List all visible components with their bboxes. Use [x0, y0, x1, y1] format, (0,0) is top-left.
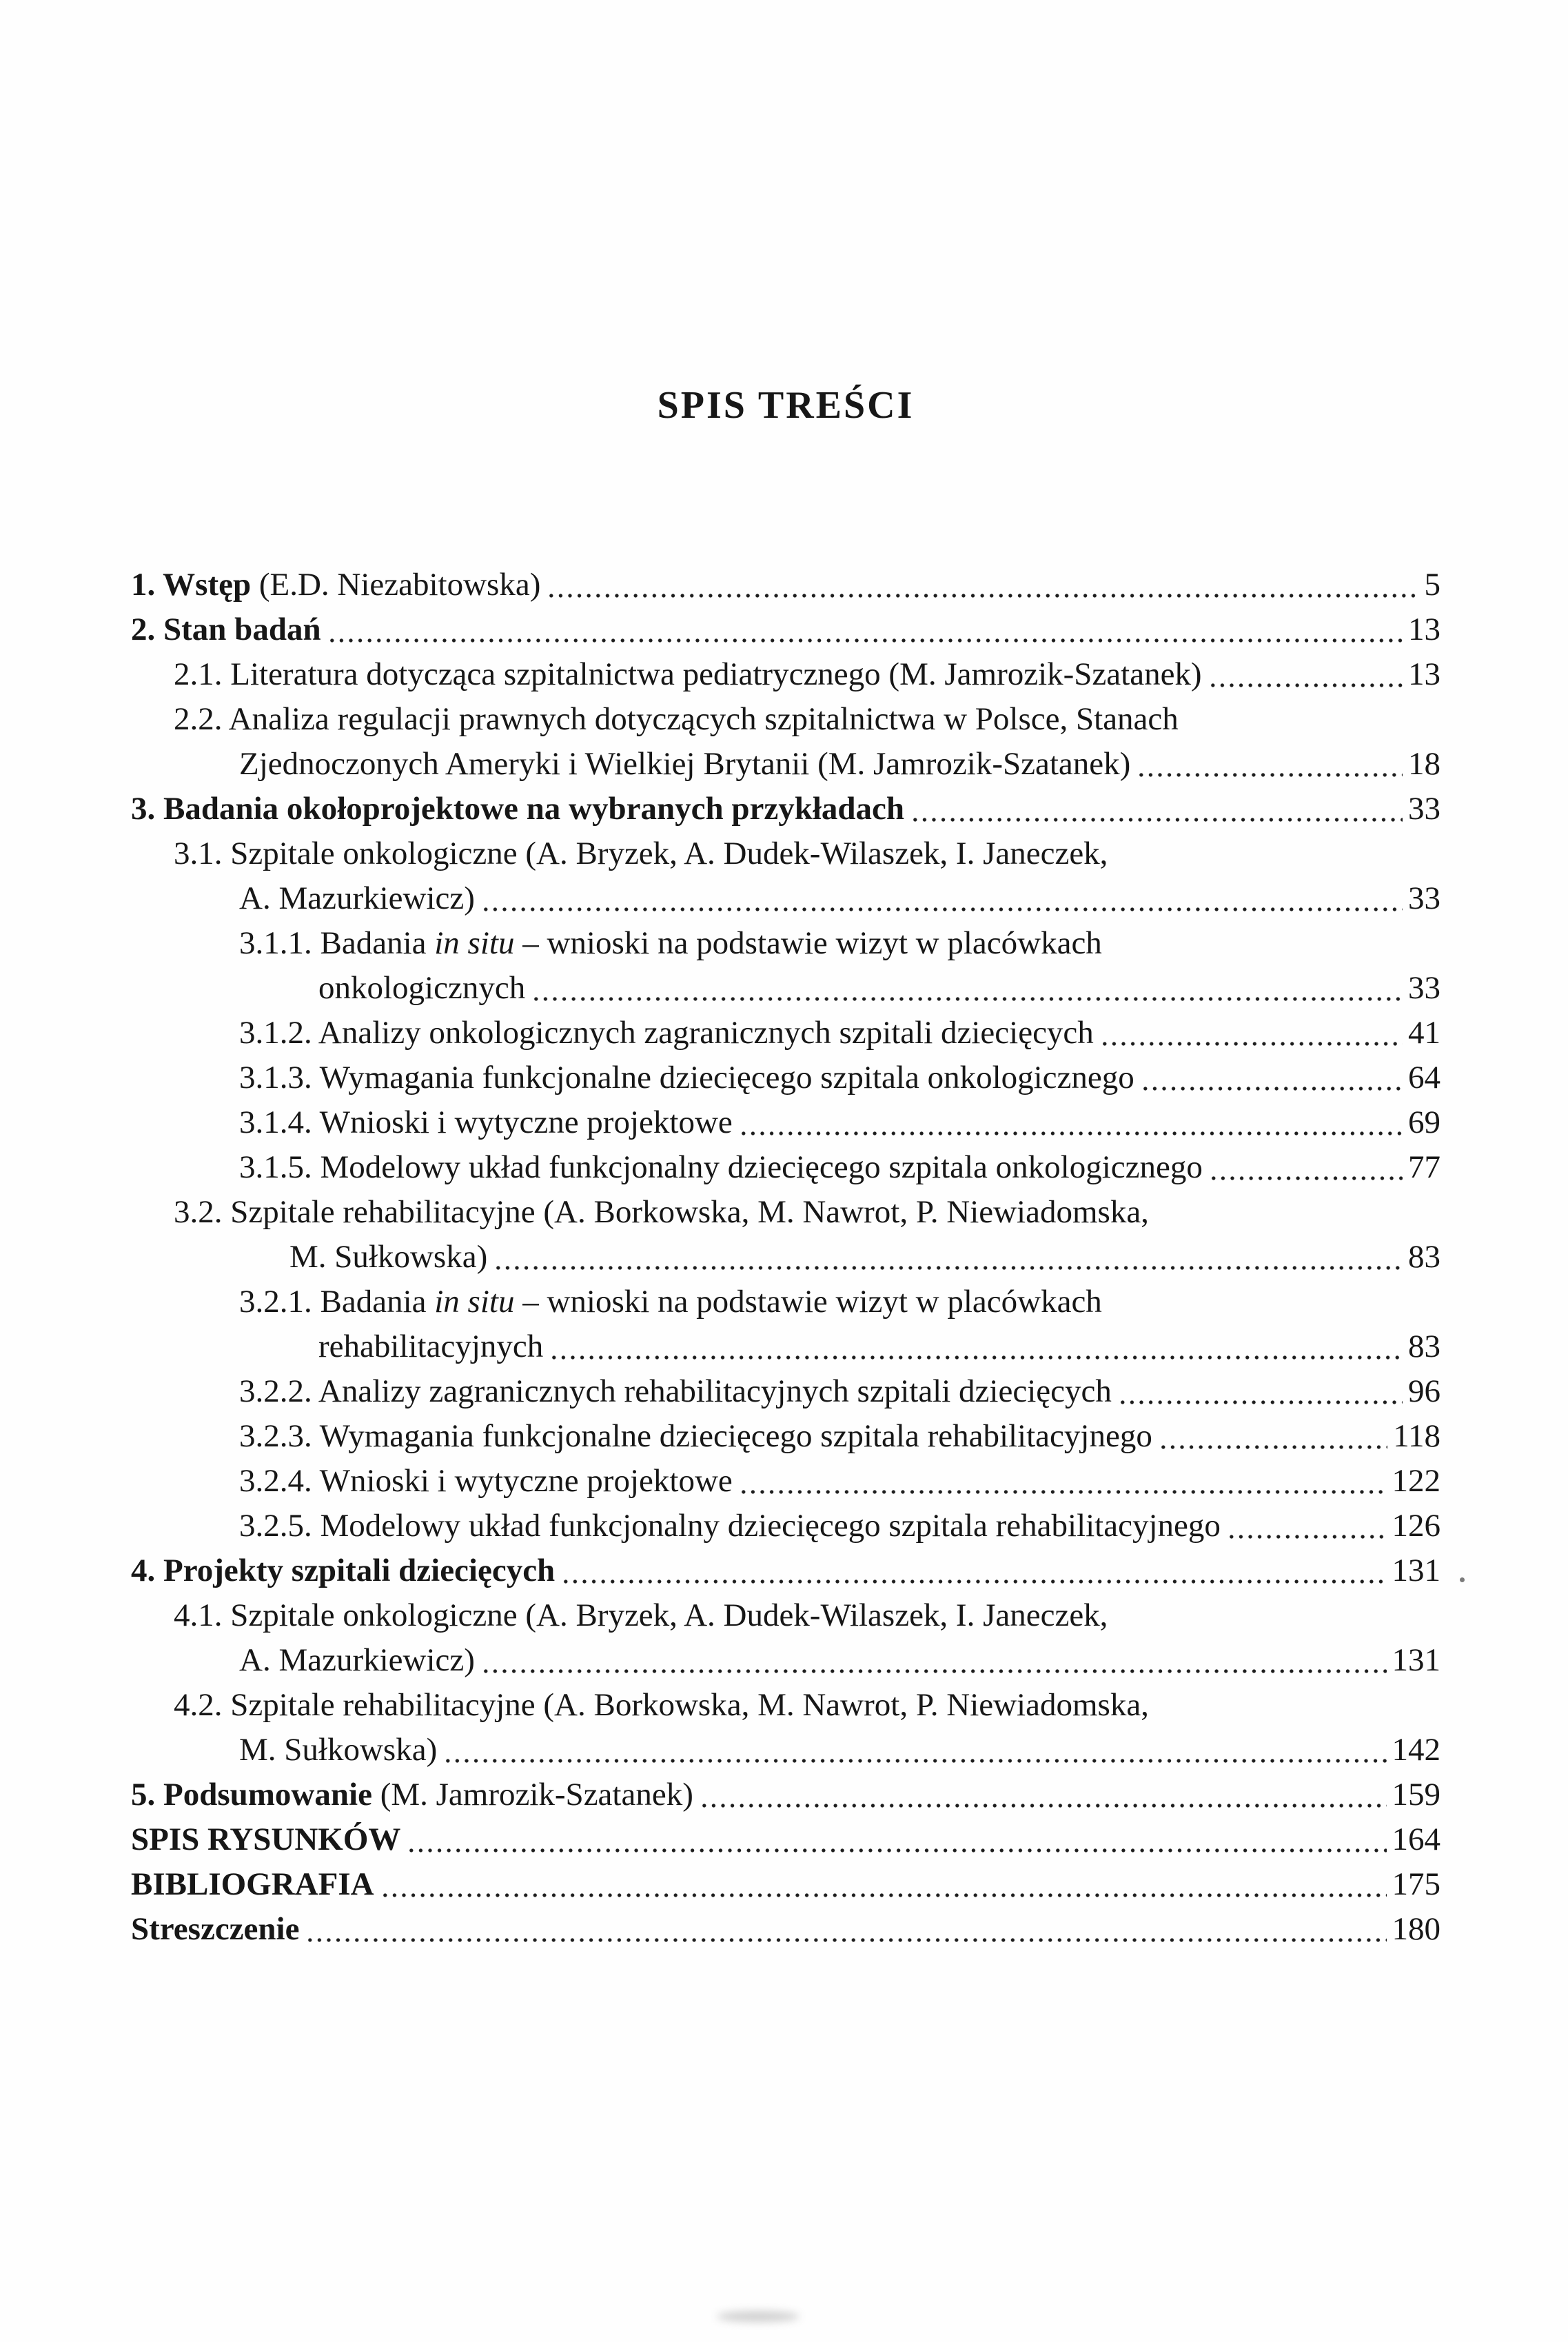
page-content [131, 0, 1440, 1952]
page-number: 33 [1408, 970, 1440, 1006]
dot-leader [443, 1728, 1386, 1773]
toc-line [131, 1280, 1440, 1324]
toc-entry [131, 1593, 1440, 1683]
toc-line [131, 697, 1440, 742]
toc-entry-text: SPIS RYSUNKÓW [131, 1821, 401, 1857]
toc-line [131, 1235, 1440, 1280]
scan-speck [1460, 1577, 1465, 1582]
toc-line [131, 1100, 1440, 1145]
toc-entry-text: 3.2. Szpitale rehabilitacyjne (A. Borkowska, M. Nawrot, P. Niewiadomska, [174, 1194, 1149, 1230]
dot-leader [1118, 1369, 1403, 1414]
page-number: 131 [1392, 1642, 1440, 1678]
toc-entry [131, 1414, 1440, 1459]
toc-line [131, 1683, 1440, 1728]
toc-entry [131, 1862, 1440, 1907]
page-number: 126 [1392, 1508, 1440, 1544]
page-number: 33 [1408, 791, 1440, 827]
dot-leader [1100, 1011, 1403, 1056]
toc-entry [131, 607, 1440, 652]
toc-entry-text: 4. Projekty szpitali dziecięcych [131, 1553, 556, 1588]
toc-line [131, 1638, 1440, 1683]
toc-entry [131, 652, 1440, 697]
dot-leader [305, 1907, 1386, 1952]
page-number: 122 [1392, 1463, 1440, 1499]
dot-leader [481, 1638, 1387, 1683]
toc-line [131, 1728, 1440, 1773]
toc-line [131, 1907, 1440, 1952]
toc-entry-text: 3.2.1. Badania in situ – wnioski na podstawie wizyt w placówkach [239, 1284, 1102, 1320]
toc-entry [131, 1369, 1440, 1414]
page-number: 83 [1408, 1239, 1440, 1275]
toc-entry-text: 3.1.3. Wymagania funkcjonalne dziecięcego szpitala onkologicznego [239, 1060, 1134, 1096]
page-number: 142 [1392, 1732, 1440, 1768]
page-number: 77 [1408, 1149, 1440, 1185]
dot-leader [739, 1100, 1403, 1145]
toc-line [131, 1011, 1440, 1056]
toc-line [131, 1593, 1440, 1638]
toc-entry-text: 3. Badania okołoprojektowe na wybranych przykładach [131, 791, 905, 827]
dot-leader [1227, 1504, 1387, 1548]
toc-entry-text: 3.1.1. Badania in situ – wnioski na podstawie wizyt w placówkach [239, 925, 1102, 961]
toc-entry [131, 1145, 1440, 1190]
dot-leader [561, 1548, 1386, 1593]
toc-line [131, 563, 1440, 607]
page-number: 159 [1392, 1777, 1440, 1813]
toc-entry [131, 1504, 1440, 1548]
toc-line [131, 1324, 1440, 1369]
toc-line [131, 1817, 1440, 1862]
page-number: 164 [1392, 1821, 1440, 1857]
toc-entry-text: 4.2. Szpitale rehabilitacyjne (A. Borkowska, M. Nawrot, P. Niewiadomska, [174, 1687, 1149, 1723]
toc-line [131, 1190, 1440, 1235]
dot-leader [481, 876, 1403, 921]
toc-entry-text: Zjednoczonych Ameryki i Wielkiej Brytanii (M. Jamrozik-Szatanek) [239, 746, 1131, 782]
toc-entry-text: 3.2.3. Wymagania funkcjonalne dziecięcego szpitala rehabilitacyjnego [239, 1418, 1152, 1454]
toc-entry [131, 1100, 1440, 1145]
toc-entry-text: 3.1. Szpitale onkologiczne (A. Bryzek, A. Dudek-Wilaszek, I. Janeczek, [174, 836, 1108, 871]
dot-leader [380, 1862, 1387, 1907]
page-number: 118 [1393, 1418, 1440, 1454]
toc-line [131, 787, 1440, 831]
page-number: 131 [1392, 1553, 1440, 1588]
toc-list [131, 563, 1440, 1952]
dot-leader [327, 607, 1403, 652]
toc-entry [131, 1190, 1440, 1280]
toc-line [131, 1459, 1440, 1504]
toc-entry [131, 1817, 1440, 1862]
page-number: 96 [1408, 1373, 1440, 1409]
toc-entry-text: M. Sułkowska) [239, 1732, 438, 1768]
page-number: 13 [1408, 656, 1440, 692]
page-number: 83 [1408, 1329, 1440, 1364]
toc-entry-text: BIBLIOGRAFIA [131, 1866, 374, 1902]
toc-line [131, 831, 1440, 876]
toc-entry [131, 1056, 1440, 1100]
toc-entry-text: A. Mazurkiewicz) [239, 880, 475, 916]
dot-leader [1141, 1056, 1403, 1100]
toc-entry-text: 3.2.5. Modelowy układ funkcjonalny dziecięcego szpitala rehabilitacyjnego [239, 1508, 1221, 1544]
toc-line [131, 1548, 1440, 1593]
toc-entry-text: onkologicznych [318, 970, 526, 1006]
toc-entry-text: 3.1.4. Wnioski i wytyczne projektowe [239, 1104, 733, 1140]
toc-line [131, 1862, 1440, 1907]
toc-entry [131, 1011, 1440, 1056]
dot-leader [910, 787, 1403, 831]
toc-entry [131, 1548, 1440, 1593]
toc-entry-text: 2.2. Analiza regulacji prawnych dotyczących szpitalnictwa w Polsce, Stanach [174, 701, 1179, 737]
toc-entry-text: 3.1.2. Analizy onkologicznych zagranicznych szpitali dziecięcych [239, 1015, 1094, 1051]
page-number: 33 [1408, 880, 1440, 916]
toc-line [131, 876, 1440, 921]
toc-line [131, 1414, 1440, 1459]
toc-entry-text: M. Sułkowska) [289, 1239, 488, 1275]
toc-entry [131, 1280, 1440, 1369]
toc-entry-text: 2. Stan badań [131, 612, 321, 647]
dot-leader [1209, 1145, 1403, 1190]
toc-entry [131, 1773, 1440, 1817]
toc-line [131, 1056, 1440, 1100]
toc-line [131, 1369, 1440, 1414]
toc-line [131, 921, 1440, 966]
toc-entry-text: 1. Wstęp (E.D. Niezabitowska) [131, 567, 541, 603]
page-title: SPIS TREŚCI [657, 384, 915, 427]
page-number: 69 [1408, 1104, 1440, 1140]
toc-line [131, 607, 1440, 652]
toc-entry-text: 3.1.5. Modelowy układ funkcjonalny dziecięcego szpitala onkologicznego [239, 1149, 1203, 1185]
toc-entry-text: 5. Podsumowanie (M. Jamrozik-Szatanek) [131, 1777, 693, 1813]
page-number: 18 [1408, 746, 1440, 782]
toc-entry [131, 921, 1440, 1011]
dot-leader [531, 966, 1403, 1011]
dot-leader [1159, 1414, 1387, 1459]
dot-leader [1208, 652, 1403, 697]
toc-entry-text: Streszczenie [131, 1911, 300, 1947]
toc-entry [131, 697, 1440, 787]
toc-line [131, 966, 1440, 1011]
toc-entry [131, 831, 1440, 921]
page-number: 175 [1392, 1866, 1440, 1902]
toc-entry-text: rehabilitacyjnych [318, 1329, 544, 1364]
toc-entry-text: 4.1. Szpitale onkologiczne (A. Bryzek, A. Dudek-Wilaszek, I. Janeczek, [174, 1597, 1108, 1633]
toc-line [131, 742, 1440, 787]
scan-smudge [717, 2311, 800, 2322]
toc-entry-text: 2.1. Literatura dotycząca szpitalnictwa pediatrycznego (M. Jamrozik-Szatanek) [174, 656, 1202, 692]
toc-line [131, 652, 1440, 697]
page-number: 41 [1408, 1015, 1440, 1051]
toc-entry [131, 787, 1440, 831]
toc-entry [131, 563, 1440, 607]
page-number: 5 [1424, 567, 1440, 603]
toc-entry [131, 1459, 1440, 1504]
dot-leader [547, 563, 1418, 607]
toc-entry-text: 3.2.4. Wnioski i wytyczne projektowe [239, 1463, 733, 1499]
dot-leader [700, 1773, 1387, 1817]
toc-entry [131, 1683, 1440, 1773]
dot-leader [407, 1817, 1386, 1862]
page-number: 64 [1408, 1060, 1440, 1096]
dot-leader [549, 1324, 1403, 1369]
toc-line [131, 1504, 1440, 1548]
toc-entry [131, 1907, 1440, 1952]
page-number: 180 [1392, 1911, 1440, 1947]
page-number: 13 [1408, 612, 1440, 647]
dot-leader [739, 1459, 1387, 1504]
dot-leader [1137, 742, 1403, 787]
toc-line [131, 1773, 1440, 1817]
toc-entry-text: 3.2.2. Analizy zagranicznych rehabilitacyjnych szpitali dziecięcych [239, 1373, 1112, 1409]
dot-leader [493, 1235, 1403, 1280]
toc-line [131, 1145, 1440, 1190]
toc-entry-text: A. Mazurkiewicz) [239, 1642, 475, 1678]
